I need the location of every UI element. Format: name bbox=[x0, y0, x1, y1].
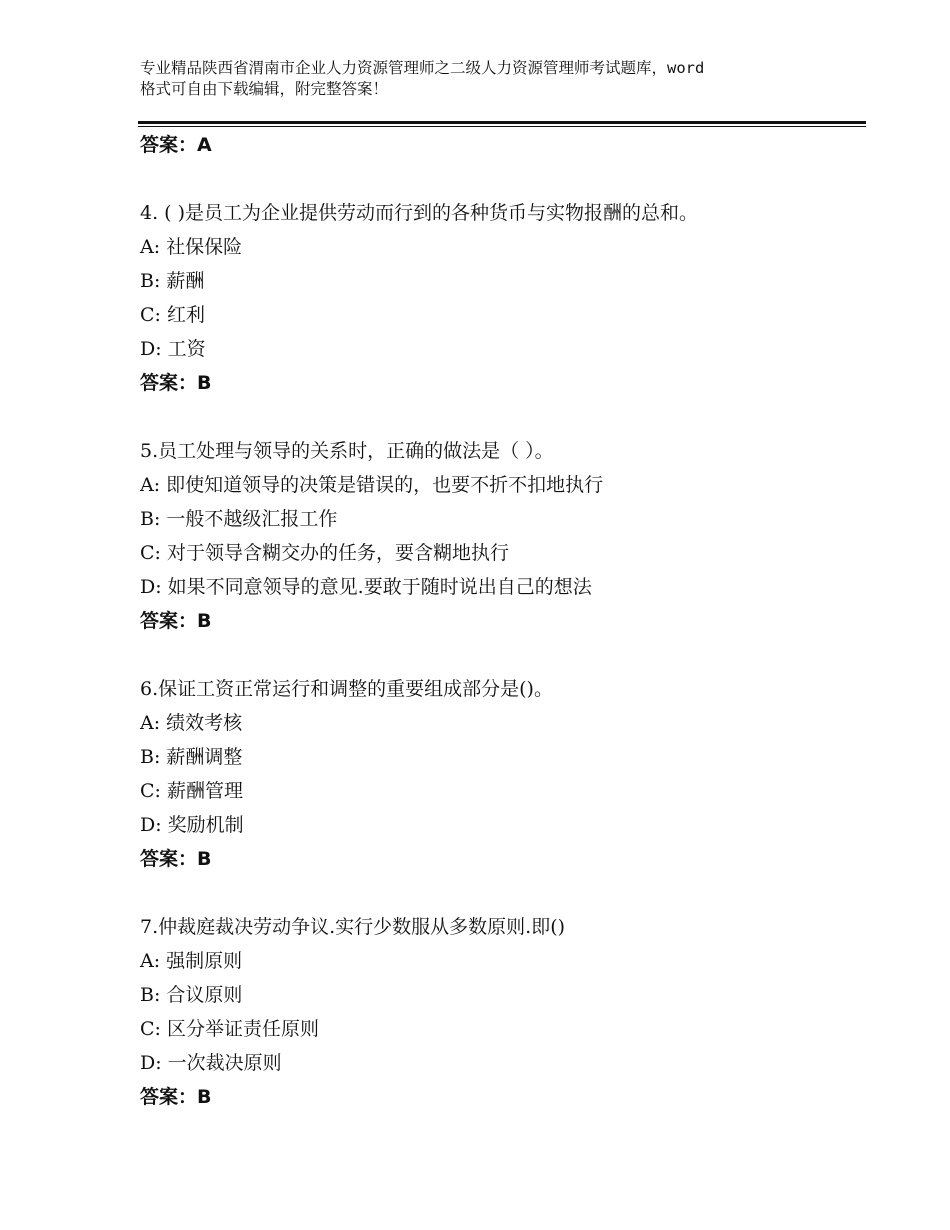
option-b: B: 薪酬调整 bbox=[140, 746, 243, 768]
option-b: B: 薪酬 bbox=[140, 270, 205, 292]
question-stem: 4. ( )是员工为企业提供劳动而行到的各种货币与实物报酬的总和。 bbox=[140, 202, 699, 224]
question-block bbox=[140, 672, 860, 876]
option-d: D: 工资 bbox=[140, 338, 206, 360]
question-list bbox=[140, 128, 860, 1114]
header-line-2: 格式可自由下载编辑，附完整答案！ bbox=[140, 80, 389, 98]
answer: 答案：B bbox=[140, 372, 212, 394]
question-stem: 5.员工处理与领导的关系时，正确的做法是（ ）。 bbox=[140, 440, 554, 462]
previous-answer: 答案：A bbox=[140, 134, 212, 156]
option-c: C: 对于领导含糊交办的任务，要含糊地执行 bbox=[140, 542, 509, 564]
question-block bbox=[140, 910, 860, 1114]
option-d: D: 如果不同意领导的意见.要敢于随时说出自己的想法 bbox=[140, 576, 592, 598]
question-block bbox=[140, 196, 860, 400]
option-b: B: 一般不越级汇报工作 bbox=[140, 508, 338, 530]
option-c: C: 薪酬管理 bbox=[140, 780, 243, 802]
option-c: C: 区分举证责任原则 bbox=[140, 1018, 319, 1040]
question-block bbox=[140, 434, 860, 638]
option-d: D: 一次裁决原则 bbox=[140, 1052, 282, 1074]
option-a: A: 绩效考核 bbox=[140, 712, 243, 734]
header-line-1: 专业精品陕西省渭南市企业人力资源管理师之二级人力资源管理师考试题库，word bbox=[140, 59, 705, 77]
option-a: A: 强制原则 bbox=[140, 950, 243, 972]
question-stem: 6.保证工资正常运行和调整的重要组成部分是()。 bbox=[140, 678, 553, 700]
answer: 答案：B bbox=[140, 1086, 212, 1108]
option-d: D: 奖励机制 bbox=[140, 814, 244, 836]
option-b: B: 合议原则 bbox=[140, 984, 243, 1006]
option-a: A: 社保保险 bbox=[140, 236, 243, 258]
option-a: A: 即使知道领导的决策是错误的，也要不折不扣地执行 bbox=[140, 474, 604, 496]
header-rule-thin bbox=[138, 126, 866, 127]
option-c: C: 红利 bbox=[140, 304, 205, 326]
answer: 答案：B bbox=[140, 610, 212, 632]
question-stem: 7.仲裁庭裁决劳动争议.实行少数服从多数原则.即() bbox=[140, 916, 566, 938]
document-header bbox=[140, 58, 840, 100]
header-rule-thick bbox=[138, 121, 866, 124]
answer: 答案：B bbox=[140, 848, 212, 870]
